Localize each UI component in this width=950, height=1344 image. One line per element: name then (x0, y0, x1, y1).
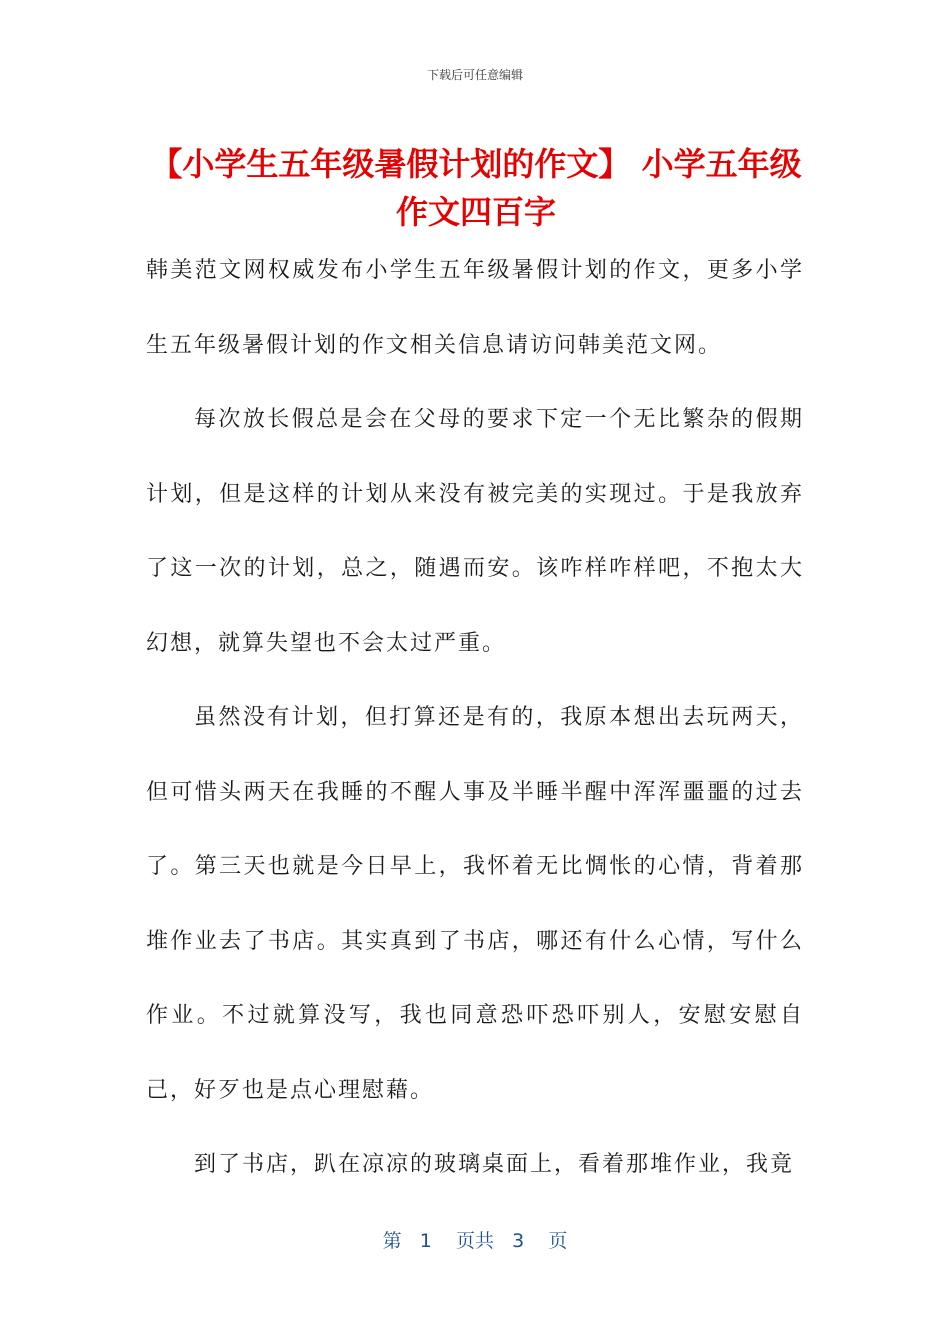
paragraph-intro: 韩美范文网权威发布小学生五年级暑假计划的作文，更多小学生五年级暑假计划的作文相关信息请访问韩美范文网。 (146, 258, 804, 358)
document-body (146, 234, 804, 1203)
document-title: 【小学生五年级暑假计划的作文】 小学五年级作文四百字 (150, 145, 802, 231)
footer-page-label: 第 (382, 1230, 402, 1252)
page-footer (0, 1226, 950, 1253)
paragraph-1: 每次放长假总是会在父母的要求下定一个无比繁杂的假期计划，但是这样的计划从来没有被完美的实现过。于是我放弃了这一次的计划，总之，随遇而安。该咋样咋样吧，不抱太大幻想，就算失望也不会太过严重。 (146, 407, 804, 656)
footer-page-total: 3 (512, 1230, 525, 1252)
header-note: 下载后可任意编辑 (426, 68, 523, 82)
footer-page-suffix: 页 (548, 1230, 568, 1252)
paragraph-3: 到了书店，趴在凉凉的玻璃桌面上，看着那堆作业，我竟 (194, 1152, 795, 1177)
footer-page-current: 1 (419, 1230, 432, 1252)
paragraph-2: 虽然没有计划，但打算还是有的，我原本想出去玩两天，但可惜头两天在我睡的不醒人事及半睡半醒中浑浑噩噩的过去了。第三天也就是今日早上，我怀着无比惆怅的心情，背着那堆作业去了书店。其实真到了书店，哪还有什么心情，写什么作业。不过就算没写，我也同意恐吓恐吓别人，安慰安慰自己，好歹也是点心理慰藉。 (146, 705, 804, 1103)
footer-page-total-label: 页共 (455, 1230, 494, 1252)
